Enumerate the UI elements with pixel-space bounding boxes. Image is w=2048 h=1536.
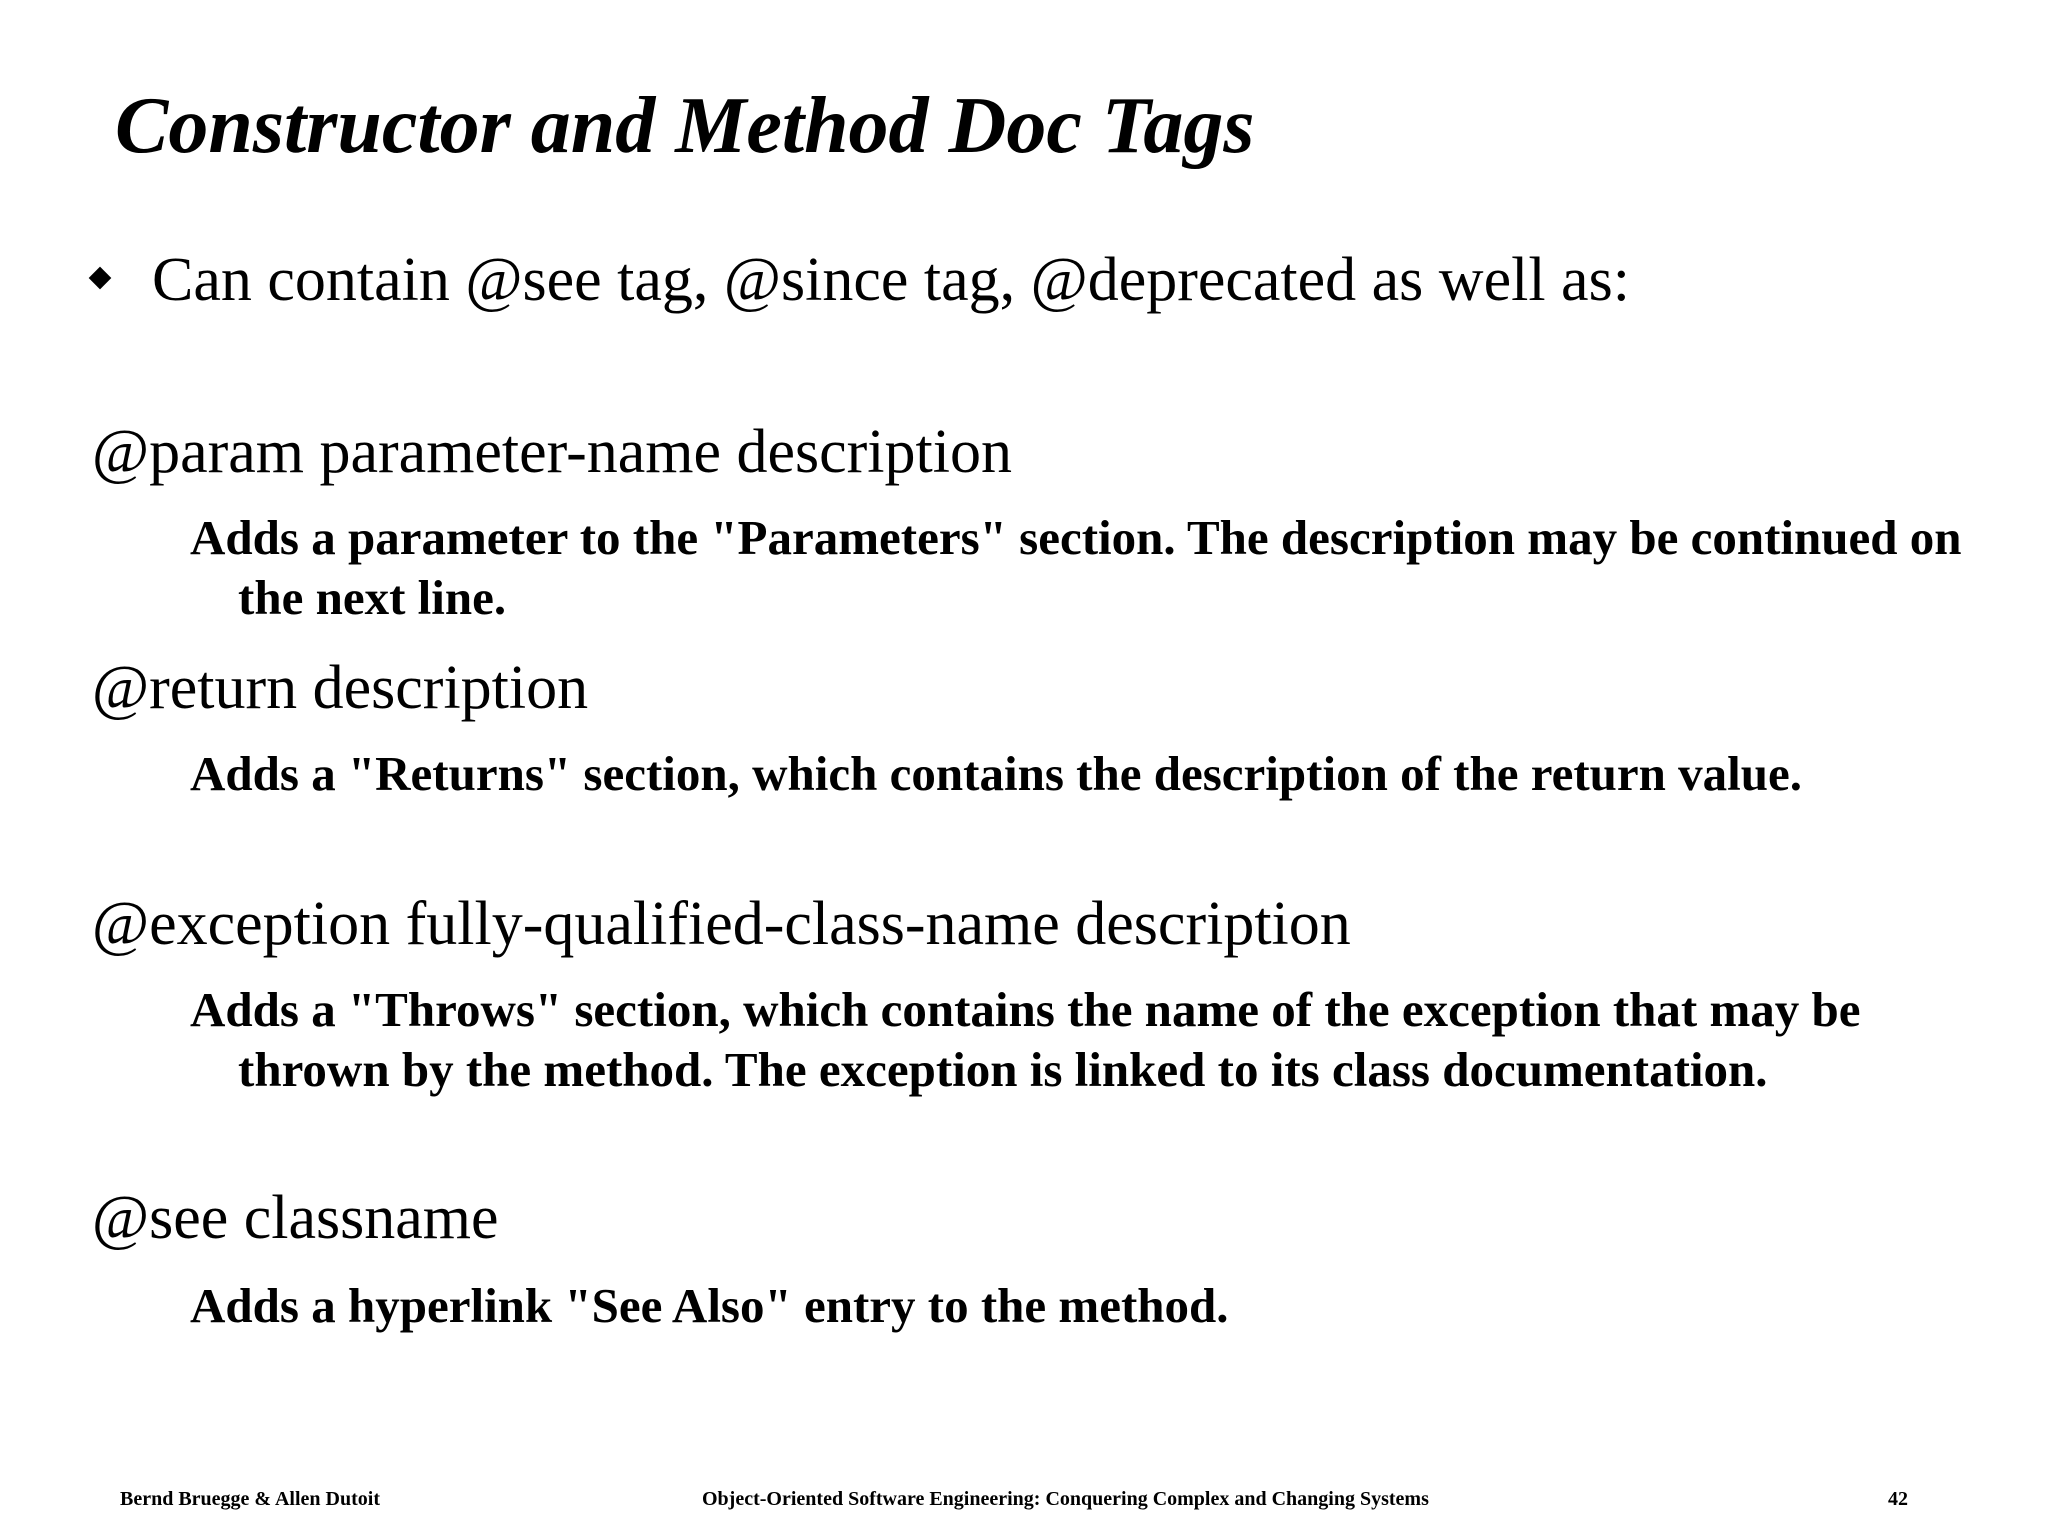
bullet-text: Can contain @see tag, @since tag, @deprecated as well as: [152, 246, 1630, 314]
slide-title: Constructor and Method Doc Tags [115, 82, 1255, 170]
tag-return-description: Adds a "Returns" section, which contains the description of the return value. [190, 746, 1802, 801]
tag-see-description: Adds a hyperlink "See Also" entry to the method. [190, 1278, 1229, 1333]
tag-see-heading: @see classname [92, 1184, 499, 1252]
bullet-item [88, 246, 1630, 314]
footer-page-number: 42 [1888, 1488, 1908, 1510]
diamond-bullet-icon [89, 267, 112, 290]
tag-exception-description: Adds a "Throws" section, which contains the name of the exception that may be thrown by the method. The exception is linked to its class documentation. [190, 982, 1861, 1097]
tag-return-heading: @return description [92, 654, 589, 722]
tag-exception-heading: @exception fully-qualified-class-name description [92, 890, 1351, 958]
tag-param-heading: @param parameter-name description [92, 418, 1012, 486]
tag-param-description: Adds a parameter to the "Parameters" section. The description may be continued on the next line. [190, 510, 1962, 625]
footer-book-title: Object-Oriented Software Engineering: Conquering Complex and Changing Systems [702, 1488, 1429, 1510]
footer-authors: Bernd Bruegge & Allen Dutoit [120, 1488, 380, 1510]
